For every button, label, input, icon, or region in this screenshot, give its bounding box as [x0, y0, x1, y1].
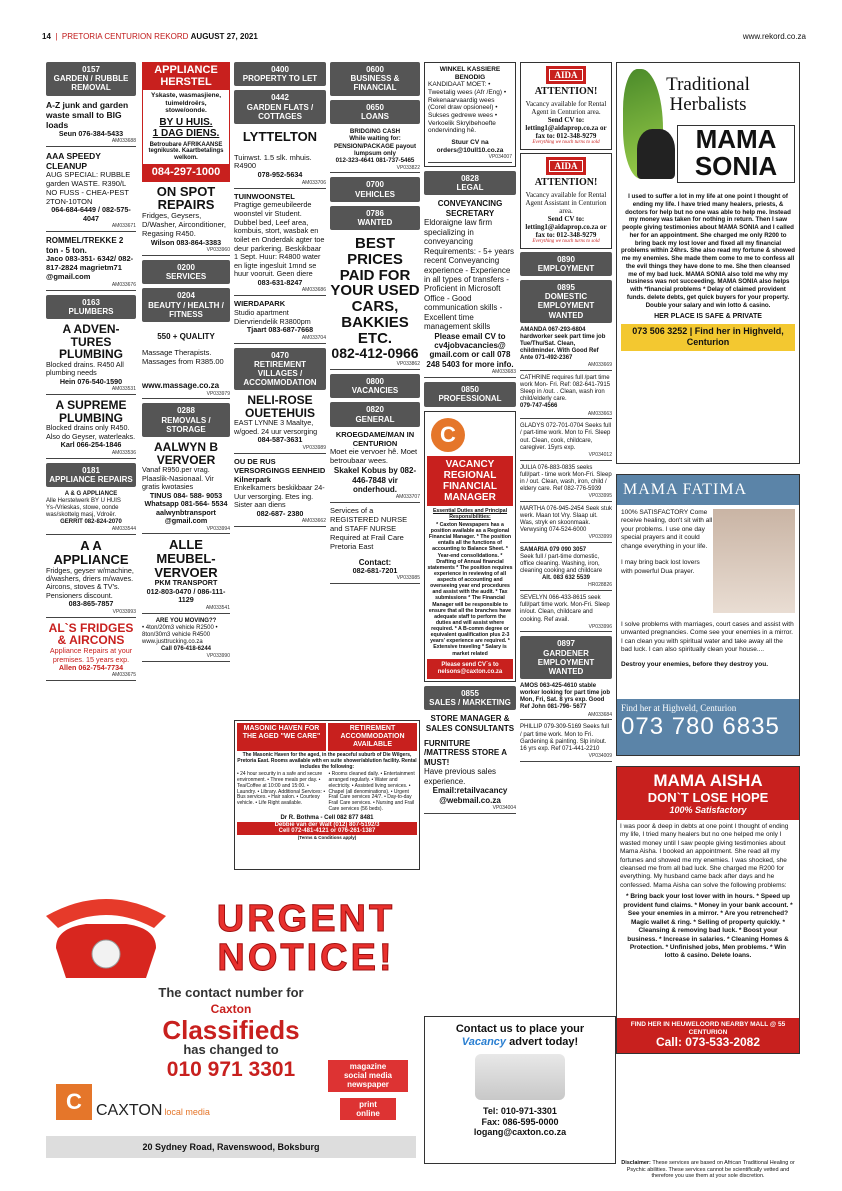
category-header: 0200 SERVICES [142, 260, 230, 284]
classified-ad: Services of a REGISTERED NURSE and STAFF NURSE Required at Frail Care Pretoria East Contact: 082-681-7201 VP033985 [330, 507, 420, 584]
category-header: 0181 APPLIANCE REPAIRS [46, 463, 136, 487]
page-header [42, 30, 806, 44]
classified-ad: MARTHA 076-945-2454 Seek stuk werk. Maan tot Vry. Slaap uit. Was, stryk en skoonmaak. Verwysing 074-524-6000 VP033999 [520, 506, 612, 543]
classified-ad: WIERDAPARK Studio apartment Diervriendelik R3800pm Tjaart 083-687-7668 AM033704 [234, 300, 326, 343]
classified-ad: ON SPOT REPAIRS Fridges, Geysers, D/Washer, Airconditioner, Regasing R450. Wilson 083-864-3383 VP033960 [142, 185, 230, 256]
classified-ad: ROMMEL/TREKKE 2 ton - 5 ton. Jaco 083-351- 6342/ 082-817-2824 magrietm71 @gmail.com AM033676 [46, 236, 136, 290]
classified-ad: OU DE RUS VERSORGINGS EENHEID Kilnerpark Enkelkamers beskikbaar 24- Uur versorging. Etes ing. Sister aan diens 082-687- 2380 AM033662 [234, 458, 326, 527]
publication-name: PRETORIA CENTURION REKORD [61, 32, 189, 42]
masonic-haven-ad: MASONIC HAVEN FOR THE AGED "WE CARE" RETIREMENT ACCOMMODATION AVAILABLE The Masonic Haven for the aged, in the peaceful suburb of Die Wilgers, Pretoria East. Rooms available with en suite shower/ablution facility. Rental includes the following: • 24 hour security in a safe and secure environment. • Three meals per day. • Tea/Coffee at 10:00 and 15:00. • Laundry. • Library. Additional Services: • Bus services. • Hair salon. • Courtesy vehicle. • Life Right available. • Rooms cleaned daily. • Entertainment arranged regularly. • Water and electricity. • Assisted living services. • Chapel (all denominations). • Urgent Frail Care services 24/7. • Day-to-day Frail Care services. • Nursing and Frail Care services (56 beds). Dr R. Bothma - Cell 082 877 8481 Debbie van der Walt (012) 807-5192/3 Cell 072-481-4121 or 076-261-1387 (Terms & Conditions apply) [234, 720, 420, 870]
category-header: 0442 GARDEN FLATS / COTTAGES [234, 90, 326, 124]
category-header: 0163 PLUMBERS [46, 295, 136, 319]
classified-ad: AMOS 063-425-4610 stable worker looking for part time job Mon, Fri, Sat. 8 yrs exp. Good Ref John 081-796- 5677 AM033684 [520, 683, 612, 720]
mama-fatima-ad: MAMA FATIMA 100% SATISFACTORY Come receive healing, don't sit with all your problems. I use one day special prayers and it could change everything in your life. I may bring back lost lovers with powerful Dua prayer. I solve problems with marriages, court cases and assist with unwanted pregnancies. Come see your enemies in a mirror. I can clean you with spiritual water and take away all the bad luck. I can also spiritually clean your house.... Destroy your enemies, before they destroy you. Find her at Highveld, Centurion 073 780 6835 [616, 474, 800, 756]
avatar [637, 129, 675, 179]
page-number: 14 [42, 32, 51, 42]
telephone-icon [46, 888, 166, 986]
site-url[interactable]: www.rekord.co.za [742, 32, 806, 42]
media-badges: magazine social media newspaper print online [328, 1060, 408, 1120]
category-header: 0400 PROPERTY TO LET [234, 62, 326, 86]
column-1 [46, 62, 136, 685]
category-header: 0828 LEGAL [424, 171, 516, 195]
classified-ad: A-Z junk and garden waste small to BIG loads Seun 076-384-5433 AM033688 [46, 100, 136, 147]
classified-ad: CATHRINE requires full /part time work Mon- Fri. Ref: 082-641-7915 Sleep in /out. . Clean, wash iron child/elderly care. 079-747-4566 AM033663 [520, 375, 612, 419]
address-bar: 20 Sydney Road, Ravenswood, Boksburg [46, 1136, 416, 1158]
category-header: 0470 RETIREMENT VILLAGES / ACCOMMODATION [234, 348, 326, 391]
category-header: 0800 VACANCIES [330, 374, 420, 398]
classified-ad: WINKEL KASSIERE BENODIG KANDIDAAT MOET: • Tweetalig wees (Afr /Eng) • Rekenaarvaardig wees (Corel draw opsioneel) • Sukses gedrewe wees • Verkoelik Skrylbehoefte ondervinding hê. Stuur CV na orders@10ull10.co.za VP034007 [424, 62, 516, 167]
aida-logo: AIDA [546, 157, 585, 175]
category-header: 0786 WANTED [330, 206, 420, 230]
disclaimer: Disclaimer: These services are based on African Traditional Healing or Psychic abilities. These services cannot be scientifically vetted and therefore you use them at your sole discretion. [621, 1160, 795, 1180]
caxton-logo-icon: C [56, 1084, 92, 1120]
column-2 [142, 62, 230, 666]
classified-ad: JULIA 076-883-0835 seeks full/part - time work Mon-Fri. Sleep in / out. Clean, wash, iron, child / eldery care. Ref 082-776-5939 VP033995 [520, 465, 612, 502]
classified-ad: ARE YOU MOVING?? • 4ton/20m3 vehicle R2500 • 8ton/30m3 vehicle R4500 www.justtrucking.co.za Call 076-418-6244 VP033990 [142, 618, 230, 662]
classified-ad: A ADVEN-TURES PLUMBING Blocked drains. R450 All plumbing needs Hein 076-540-1590 AM033531 [46, 323, 136, 395]
classified-ad: BEST PRICES PAID FOR YOUR USED CARS, BAKKIES ETC. 082-412-0966 VP033862 [330, 236, 420, 370]
category-header: 0288 REMOVALS / STORAGE [142, 403, 230, 437]
classified-ad: SAMARIA 079 090 3057 Seek full / part-time domestic, office cleaning. Washing, iron, cleaning cooking and childcare Alt. 083 632 5539 HR028826 [520, 547, 612, 591]
classified-ad: BRIDGING CASH While waiting for: PENSION/PACKAGE payout lumpsum only 012-323-4641 081-737-5465 VP033822 [330, 128, 420, 173]
contact-vacancy-ad: Contact us to place your Vacancy advert today! Tel: 010-971-3301 Fax: 086-595-0000 logang@caxton.co.za [424, 1016, 616, 1164]
classified-ad: CONVEYANCING SECRETARY Eldoraigne law firm specializing in conveyancing Requirements: - 5+ years recent Conveyancing experience - Experience in all types of transfers - Proficient in Microsoft Office - Good communication skills - Excellent time management skills Please email CV to cv4jobvacancies@ gmail.com or call 078 248 5403 for more info. AM033683 [424, 199, 516, 378]
classified-ad: GLADYS 072-701-0704 Seeks full / part-time work. Mon to Fri. Sleep out. Clean, cook, childcare, caregiver. 15yrs exp. VP034012 [520, 423, 612, 460]
pen-hand-icon [475, 1054, 565, 1100]
aida-ad: AIDA ATTENTION! Vacancy available for Rental Agent in Centurion area. Send CV to: letting1@aidaprop.co.za or fax to: 012-348-9279 Everything we touch turns to sold [520, 62, 612, 150]
caxton-logo-icon: C [431, 418, 465, 452]
classified-ad: STORE MANAGER & SALES CONSULTANTS FURNITURE /MATTRESS STORE A MUST! Have previous sales experience. Email:retailvacancy @webmail.co.za VP034004 [424, 714, 516, 814]
column-7 [616, 62, 800, 1054]
category-header: 0157 GARDEN / RUBBLE REMOVAL [46, 62, 136, 96]
column-3 [234, 62, 326, 531]
classified-ad: AAA SPEEDY CLEANUP AUG SPECIAL: RUBBLE garden WASTE. R390/L NO FUSS - CHEA-PEST 2TON-10TON 064-684-6449 / 082-575-4047 AM033671 [46, 151, 136, 232]
category-header: 0700 VEHICLES [330, 177, 420, 201]
publication-date: AUGUST 27, 2021 [190, 32, 258, 42]
classified-ad: SEVELYN 066-433-8615 seek full/part time work. Mon-Fri. Sleep in/out. Clean, childcare and cooking. Ref avail. VP033996 [520, 595, 612, 632]
classified-ad: ALLE MEUBEL-VERVOER PKM TRANSPORT 012-803-0470 / 086-111-1129 AM033541 [142, 538, 230, 613]
column-4 [330, 62, 420, 588]
classified-ad: AL`S FRIDGES & AIRCONS Appliance Repairs at your premises. 15 years exp. Allen 062-754-7734 AM033675 [46, 622, 136, 682]
praying-hands-icon [713, 509, 795, 613]
caxton-logo: C CAXTON local media [56, 1084, 210, 1120]
category-header: 0897 GARDENER EMPLOYMENT WANTED [520, 636, 612, 679]
classified-ad: AALWYN B VERVOER Vanaf R950.per vrag. Plaaslik-Nasionaal. Vir gratis kwotasies TINUS 084- 588- 9053 Whatsapp 081-564- 5534 aalwynbtransport @gmail.com VP033994 [142, 441, 230, 534]
classified-ad: PHILLIP 079-309-5169 Seeks full / part time work. Mon to Fri. Gardening & painting. Slp in/out. 16 yrs exp. Ref 071-441-2210 VP034009 [520, 724, 612, 761]
classified-ad: A SUPREME PLUMBING Blocked drains only R450. Also do Geyser, waterleaks. Karl 066-254-1846 AM033536 [46, 399, 136, 459]
classified-ad: NELI-ROSE OUETEHUIS EAST LYNNE 3 Maaltye, w/goed. 24 uur versorging 084-587-3631 VP033989 [234, 394, 326, 454]
mama-aisha-ad: MAMA AISHA DON`T LOSE HOPE 100% Satisfactory I was poor & deep in debts at one point I thought of ending my life, I tried many healers but no one helped me only I wasted money until I saw people giving testimonies about Mama Aisha. I booked an appointment. She read all my fortunes and showed me my enemies. I was shocked, she cleansed me from all bad luck. She charged me R200 for everything. My husband came back after days and he confessed. Mama Aisha can solve the following problems: * Bring back your lost lover with in hours. * Speed up provident fund claims. * Money in your bank account. * See your enemies in a mirror. * Are you retrenched? Magic wallet & ring. * Selling of property quickly. * Cleansing & removing bad luck. * Boost your business. * Increase in salaries. * Cleaning Homes & Protection. * Unfinished jobs, Men problems. * Win lotto & casino. Delete loans. FIND HER IN HEUWELOORD NEARBY MALL @ 55 CENTURION Call: 073-533-2082 [616, 766, 800, 1054]
classified-ad: TUINWOONSTEL Pragtige gemeubileerde woonstel vir Student. Dubbel bed, Leef area, kombuis, stort, wasbak en toilet en Onderdak agter toe deur parkering. Beskikbaar 1 Sept. Huur: R4800 water en ligte ingesluit 1mnd se huur vooruit. Geen diere 083-631-8247 AM033686 [234, 193, 326, 297]
column-6 [520, 62, 612, 766]
classified-ad: 550 + QUALITY Massage Therapists. Massages from R385.00 www.massage.co.za VP033979 [142, 332, 230, 399]
classified-ad: A A APPLIANCE Fridges, geyser w/machine, d/washers, driers m/waves. Aircons, stoves & TV's. Pensioners discount. 083-865-7857 VP033993 [46, 539, 136, 618]
header-left: 14 | PRETORIA CENTURION REKORD AUGUST 27, 2021 [42, 32, 258, 42]
category-header: 0650 LOANS [330, 100, 420, 124]
category-header: 0204 BEAUTY / HEALTH / FITNESS [142, 288, 230, 322]
aida-ad: AIDA ATTENTION! Vacancy available for Rental Agent Assistant in Centurion area. Send CV to: letting1@aidaprop.co.za or fax to: 012-348-9279 Everything we touch turns to sold [520, 153, 612, 249]
category-header: 0890 EMPLOYMENT [520, 252, 612, 276]
category-header: 0820 GENERAL [330, 402, 420, 426]
classified-ad: AMANDA 067-293-6804 hardworker seek part time job Tue/Thu/Sat. Clean, childminder. With Good Ref Ante 071-492-2367 AM033669 [520, 327, 612, 371]
urgent-notice-ad: URGENT NOTICE! The contact number for Caxton Classifieds has changed to 010 971 3301 magazine social media newspaper print online C CAXTON local media [46, 888, 416, 1148]
aida-logo: AIDA [546, 66, 585, 84]
appliance-herstel-ad: APPLIANCE HERSTEL Yskaste, wasmasjiene, tuimeldroërs, stowe/oonde. BY U HUIS. 1 DAG DIENS. Betroubare AFRIKAANSE tegnikuste. Kaartbetalings welkom. 084-297-1000 [142, 62, 230, 182]
classified-ad: LYTTELTON Tuinwst. 1.5 slk. mhuis. R4900 078-952-5634 AM033706 [234, 130, 326, 189]
category-header: 0895 DOMESTIC EMPLOYMENT WANTED [520, 280, 612, 323]
classified-ad: KROEGDAME/MAN IN CENTURION Moet eie vervoer hê. Moet betroubaar wees. Skakel Kobus by 082-446-7848 vir onderhoud. AM033707 [330, 431, 420, 504]
category-header: 0600 BUSINESS & FINANCIAL [330, 62, 420, 96]
caxton-vacancy-ad: C VACANCY REGIONAL FINANCIAL MANAGER Essential Duties and Principal Responsibilities: * Caxton Newspapers has a position available as a Regional Financial Manager. * The position entails all the functions of accounting to Balance Sheet. * Year-end consolidations. * Drafting of Annual financial statements * The position requires experience in reviewing of all aspects of accounting and overseeing year end procedures and assist with the audit. * Tax submissions * The Financial Manager will be responsible to ensure that all the branches have adequate staff to perform the duties and will assist where required. * A B-comm degree or equivalent qualification plus 2-3 years' experience are required. * Extensive traveling * Salary is market related Please send CV`s to nelsons@caxton.co.za [424, 411, 516, 682]
mama-sonia-ad: Traditional Herbalists MAMA SONIA I used to suffer a lot in my life at one point I thought of ending my life. I have tried many healers, priests, & doctors for help but no one was able to help me. Instead my money was taken for nothing in return. Then I saw people giving testimonies about MAMA SONIA and I called her for an appointment. She charged me only R200 to bring back my lost lover and fixed all my financial problems within 24hrs. She also read my fortune & showed me my enemies. She made them come to me to confess all the evil things they have done to me. She then cleansed me of my bad luck. MAMA SONIA also told me why my business was not succeeding. MAMA SONIA also helps with *financial problems * Delay of claimed provident funds. delete debts, get quick buyers for your property. Double your salary and win lotto & casino. HER PLACE IS SAFE & PRIVATE 073 506 3252 | Find her in Highveld, Centurion [616, 62, 800, 464]
category-header: 0855 SALES / MARKETING [424, 686, 516, 710]
category-header: 0850 PROFESSIONAL [424, 382, 516, 406]
column-5 [424, 62, 516, 818]
classified-ad: A & G APPLIANCE Alle Herstelwerk BY U HUIS Ys-/Vrieskas, stowe, oonde was/skottelg masj, Vdroër. GERRIT 082-824-2070 AM033544 [46, 491, 136, 535]
